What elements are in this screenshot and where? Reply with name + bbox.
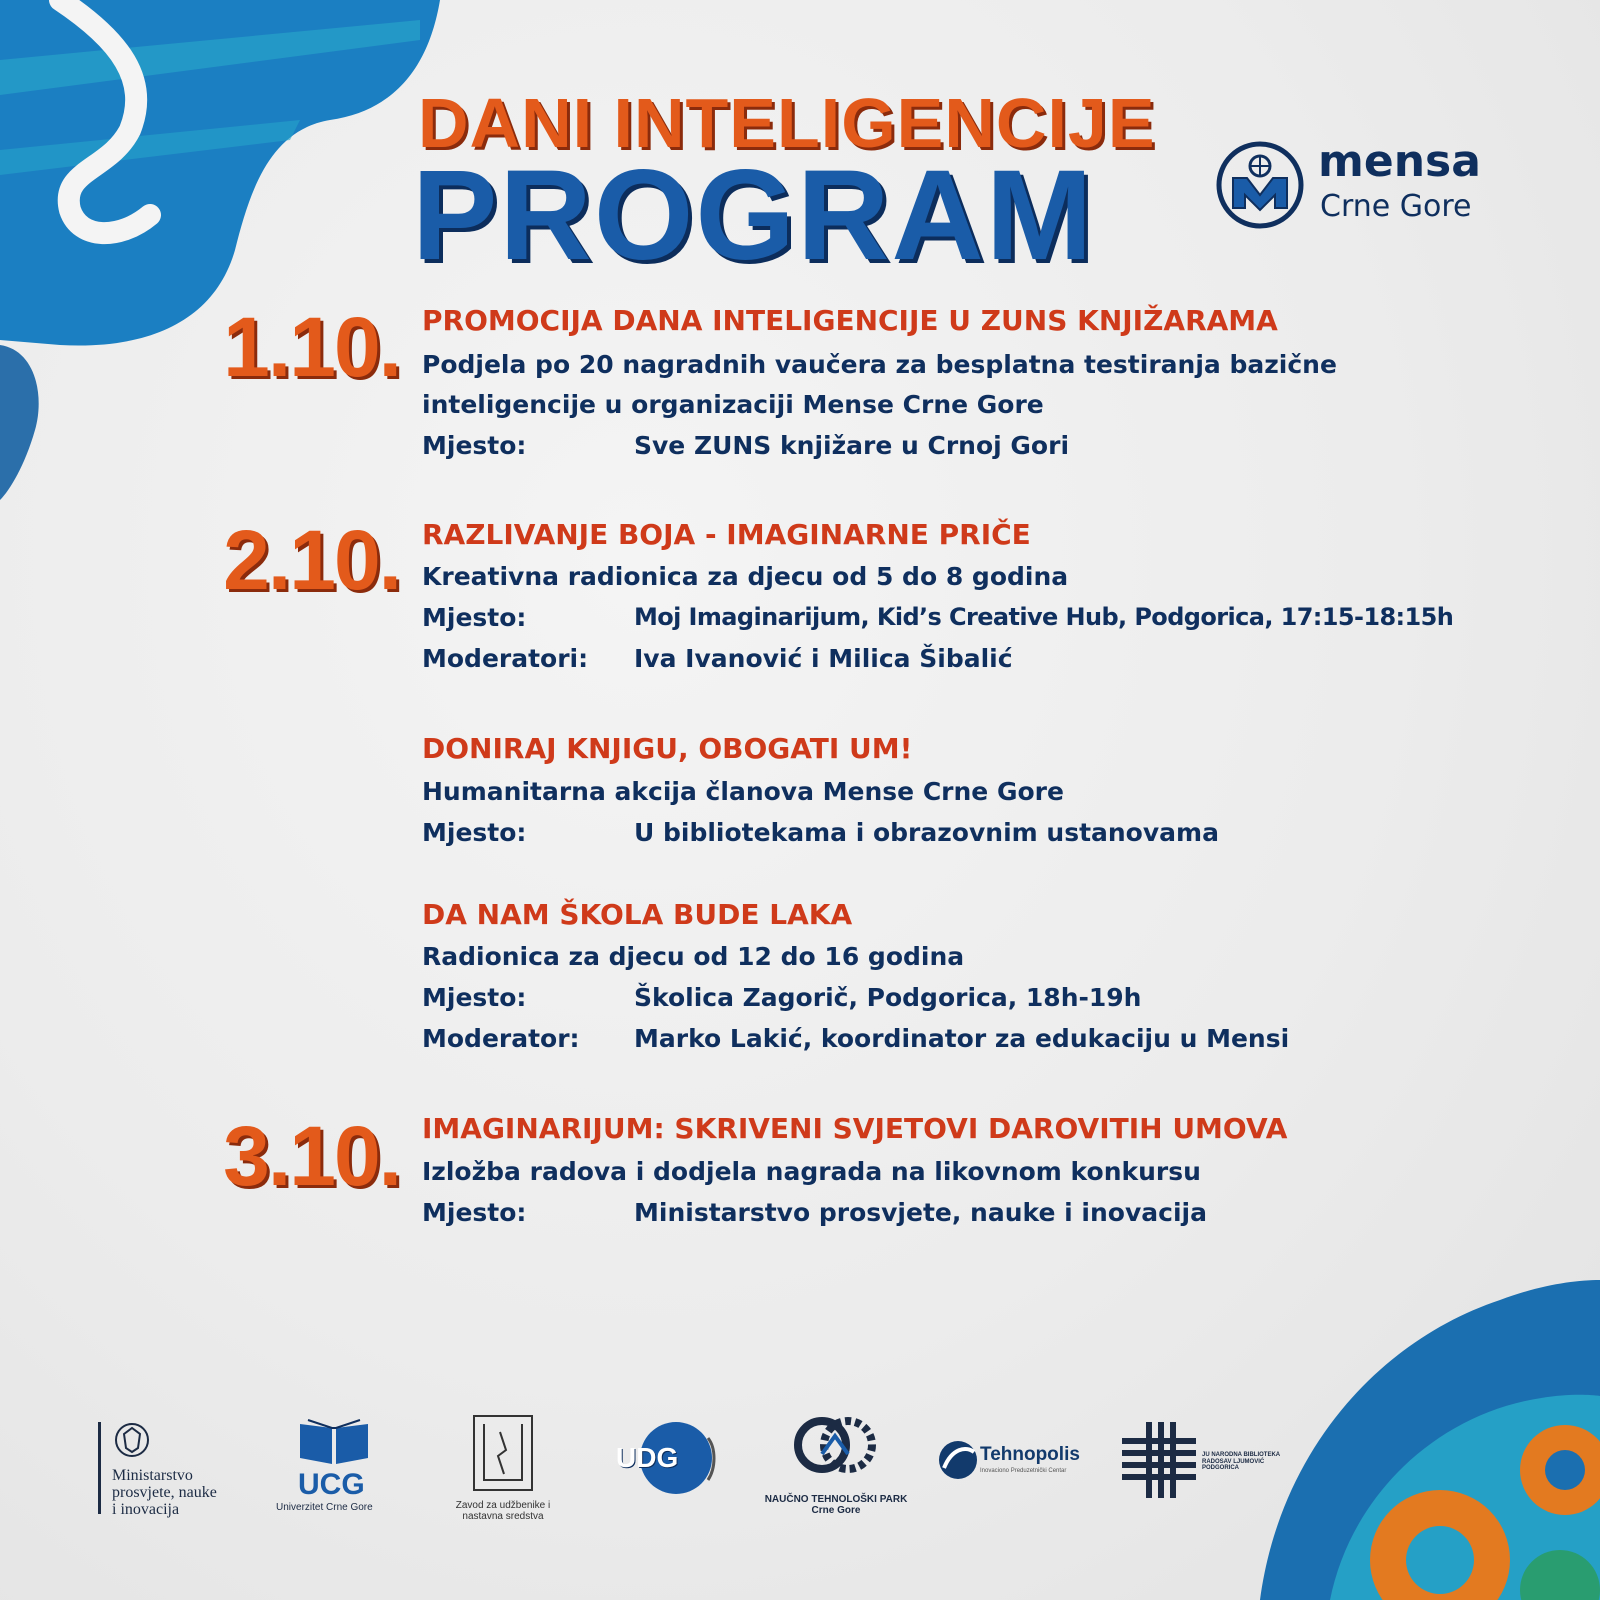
moderators-value: Iva Ivanović i Milica Šibalić	[634, 644, 1013, 673]
mensa-icon	[1215, 140, 1305, 230]
ucg-logo-subtitle: Univerzitet Crne Gore	[276, 1502, 373, 1513]
event-description: Kreativna radionica za djecu od 5 do 8 godina	[422, 562, 1069, 591]
event-title: IMAGINARIJUM: SKRIVENI SVJETOVI DAROVITIH UMOVA	[422, 1112, 1288, 1145]
place-label: Mjesto:	[422, 818, 527, 847]
place-value: Sve ZUNS knjižare u Crnoj Gori	[634, 431, 1070, 460]
ntp-logo-text: NAUČNO TEHNOLOŠKI PARK Crne Gore	[764, 1494, 908, 1516]
title-line-2: PROGRAM	[412, 144, 1095, 287]
library-logo-text: JU NARODNA BIBLIOTEKA RADOSAV LJUMOVIĆ PODGORICA	[1202, 1452, 1281, 1472]
date-day-3: 3.10.	[223, 1109, 400, 1203]
event-description: Izložba radova i dodjela nagrada na likovnom konkursu	[422, 1157, 1201, 1186]
title-line-1: DANI INTELIGENCIJE	[418, 84, 1156, 162]
book-icon	[298, 1418, 370, 1466]
zavod-logo-icon	[470, 1412, 536, 1494]
event-title: RAZLIVANJE BOJA - IMAGINARNE PRIČE	[422, 518, 1031, 551]
coat-of-arms-icon	[112, 1420, 152, 1460]
place-value: Ministarstvo prosvjete, nauke i inovacija	[634, 1198, 1207, 1227]
udg-logo-text: UDG	[616, 1442, 679, 1473]
event-title: DA NAM ŠKOLA BUDE LAKA	[422, 898, 853, 931]
place-label: Mjesto:	[422, 983, 527, 1012]
divider	[98, 1422, 101, 1514]
place-label: Mjesto:	[422, 603, 527, 632]
place-value: Moj Imaginarijum, Kid’s Creative Hub, Podgorica, 17:15-18:15h	[634, 603, 1454, 631]
ntp-logo-icon	[792, 1414, 878, 1476]
event-description: Radionica za djecu od 12 do 16 godina	[422, 942, 965, 971]
moderators-label: Moderatori:	[422, 644, 589, 673]
mensa-logo-name: mensa	[1318, 136, 1481, 187]
mensa-logo-subtitle: Crne Gore	[1320, 189, 1472, 224]
place-label: Mjesto:	[422, 431, 527, 460]
tehnopolis-logo-text: Tehnopolis	[980, 1444, 1080, 1465]
moderator-label: Moderator:	[422, 1024, 580, 1053]
ministry-name: Ministarstvo prosvjete, nauke i inovacija	[112, 1467, 217, 1518]
event-title: PROMOCIJA DANA INTELIGENCIJE U ZUNS KNJIŽARAMA	[422, 304, 1278, 337]
place-label: Mjesto:	[422, 1198, 527, 1227]
event-title: DONIRAJ KNJIGU, OBOGATI UM!	[422, 732, 913, 765]
sponsor-bar	[0, 1400, 1600, 1540]
place-value: Školica Zagorič, Podgorica, 18h-19h	[634, 983, 1142, 1012]
tehnopolis-logo-icon	[936, 1438, 980, 1482]
library-logo-icon	[1120, 1420, 1198, 1500]
date-day-2: 2.10.	[223, 513, 400, 607]
ucg-logo-text: UCG	[298, 1468, 365, 1501]
tehnopolis-logo-subtitle: Inovaciono Preduzetnički Centar	[980, 1468, 1067, 1474]
place-value: U bibliotekama i obrazovnim ustanovama	[634, 818, 1219, 847]
zavod-logo-text: Zavod za udžbenike i nastavna sredstva	[455, 1500, 551, 1522]
event-description: inteligencije u organizaciji Mense Crne Gore	[422, 390, 1044, 419]
event-description: Humanitarna akcija članova Mense Crne Gore	[422, 777, 1064, 806]
moderator-value: Marko Lakić, koordinator za edukaciju u Mensi	[634, 1024, 1290, 1053]
event-description: Podjela po 20 nagradnih vaučera za besplatna testiranja bazične	[422, 350, 1337, 379]
date-day-1: 1.10.	[223, 300, 400, 394]
